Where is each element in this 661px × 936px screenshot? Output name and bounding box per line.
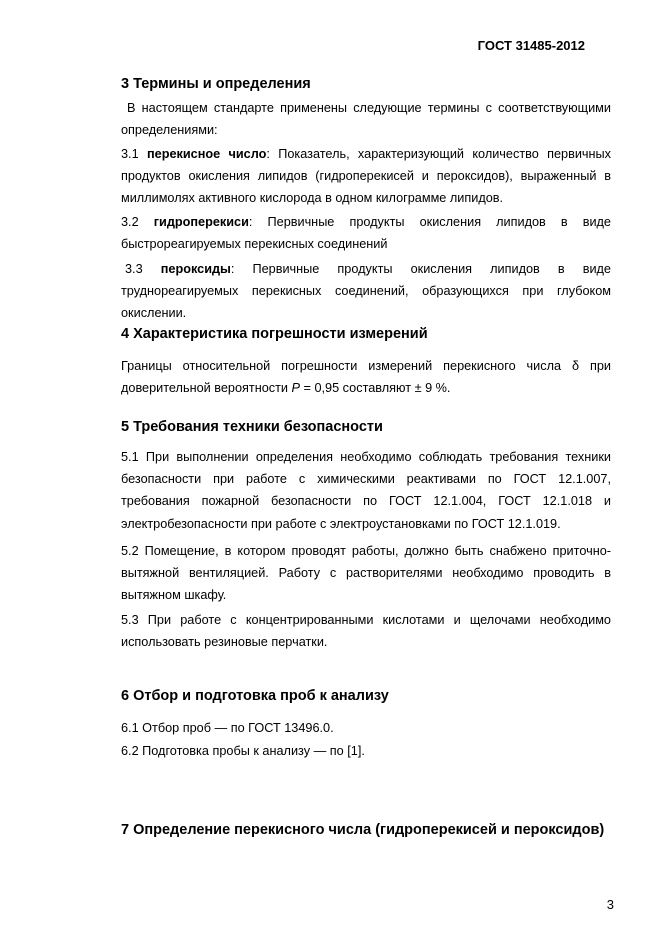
section-4-text	[121, 355, 611, 399]
page-number: 3	[606, 897, 614, 912]
section-5-title: 5 Требования техники безопасности	[121, 419, 383, 435]
term-definition: : Показатель, характеризующий количество первичных продуктов окисления липидов (гидроперекисей и пероксидов), выраженный в миллимолях активного кислорода в одном килограмме липидов.	[121, 147, 612, 206]
section-6-2: 6.2 Подготовка пробы к анализу — по [1].	[121, 744, 365, 758]
error-text-start: Границы относительной погрешности измерений перекисного числа δ при доверительной вероятности	[121, 359, 611, 396]
section-3-title: 3 Термины и определения	[121, 76, 311, 92]
term-3-3	[121, 258, 611, 325]
term-name: гидроперекиси	[153, 215, 249, 229]
section-4-title: 4 Характеристика погрешности измерений	[121, 326, 428, 342]
term-definition: : Первичные продукты окисления липидов в виде быстрореагируемых перекисных соединений	[121, 215, 611, 252]
term-name: перекисное число	[146, 147, 267, 161]
term-number: 3.3	[125, 262, 143, 276]
term-definition: : Первичные продукты окисления липидов в виде труднореагируемых перекисных соединений, образующихся при глубоком окислении.	[121, 262, 611, 321]
section-7-title: 7 Определение перекисного числа (гидроперекисей и пероксидов)	[121, 822, 605, 838]
term-name: пероксиды	[160, 262, 231, 276]
section-5-3: 5.3 При работе с концентрированными кислотами и щелочами необходимо использовать резиновые перчатки.	[121, 613, 611, 650]
term-number: 3.2	[121, 215, 139, 229]
section-5-1: 5.1 При выполнении определения необходимо соблюдать требования техники безопасности при работе с химическими реактивами по ГОСТ 12.1.007, требования пожарной безопасности по ГОСТ 12.1.004, ГОСТ 12.1.018 и электробезопасности при работе с электроустановками по ГОСТ 12.1.019.	[121, 450, 611, 531]
section-5-2: 5.2 Помещение, в котором проводят работы, должно быть снабжено приточно-вытяжной вентиляцией. Работу с растворителями необходимо проводить в вытяжном шкафу.	[121, 544, 611, 603]
term-number: 3.1	[121, 147, 139, 161]
document-code: ГОСТ 31485-2012	[477, 38, 585, 53]
term-3-1	[121, 143, 611, 210]
section-6-1: 6.1 Отбор проб — по ГОСТ 13496.0.	[121, 721, 334, 735]
error-text-end: = 0,95 составляют ± 9 %.	[300, 381, 451, 396]
section-6-title: 6 Отбор и подготовка проб к анализу	[121, 688, 389, 704]
term-3-2	[121, 211, 611, 255]
section-3-intro: В настоящем стандарте применены следующие термины с соответствующими определениями:	[121, 101, 611, 138]
probability-symbol: P	[291, 381, 300, 396]
